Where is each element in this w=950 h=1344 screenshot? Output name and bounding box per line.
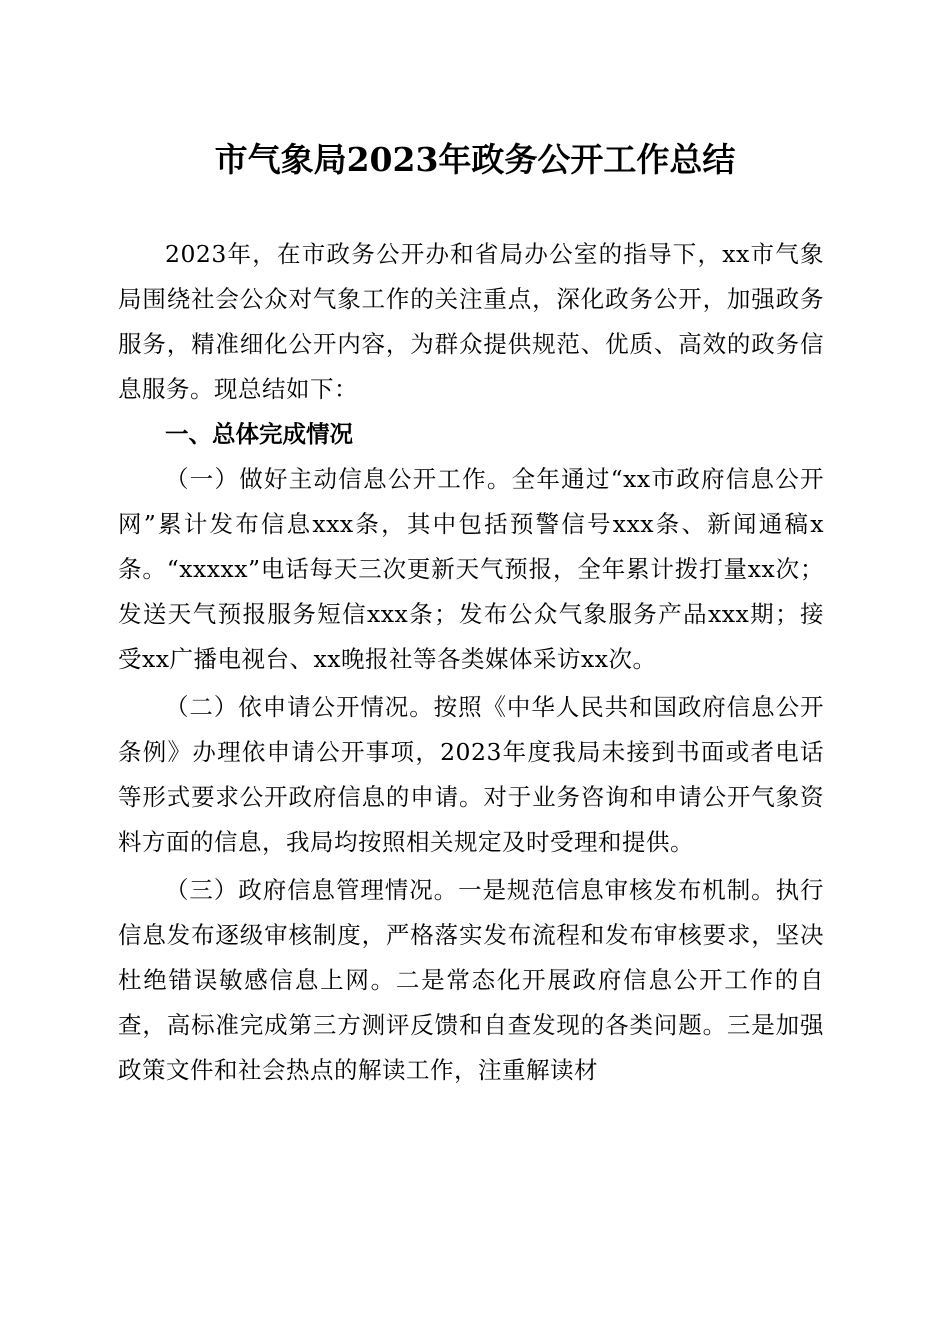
document-title: 市气象局2023年政务公开工作总结 [214,140,736,179]
document-body [118,232,824,1093]
intro-paragraph: 2023年，在市政务公开办和省局办公室的指导下，xx市气象局围绕社会公众对气象工作的关注重点，深化政务公开，加强政务服务，精准细化公开内容，为群众提供规范、优质、高效的政务信息服务。现总结如下： [118,240,824,403]
section-heading-overall: 一、总体完成情况 [165,420,353,448]
paragraph-information-management: （三）政府信息管理情况。一是规范信息审核发布机制。执行信息发布逐级审核制度，严格落实发布流程和发布审核要求，坚决杜绝错误敏感信息上网。二是常态化开展政府信息公开工作的自查，高标准完成第三方测评反馈和自查发现的各类问题。三是加强政策文件和社会热点的解读工作，注重解读材 [118,876,824,1084]
paragraph-proactive-disclosure: （一）做好主动信息公开工作。全年通过“xx市政府信息公开网”累计发布信息xxx条，其中包括预警信号xxx条、新闻通稿x条。“xxxxx”电话每天三次更新天气预报，全年累计拨打量xx次；发送天气预报服务短信xxx条；发布公众气象服务产品xxx期；接受xx广播电视台、xx晚报社等各类媒体采访xx次。 [118,465,824,673]
paragraph-application-disclosure: （二）依申请公开情况。按照《中华人民共和国政府信息公开条例》办理依申请公开事项，2023年度我局未接到书面或者电话等形式要求公开政府信息的申请。对于业务咨询和申请公开气象资料方面的信息，我局均按照相关规定及时受理和提供。 [118,693,824,856]
